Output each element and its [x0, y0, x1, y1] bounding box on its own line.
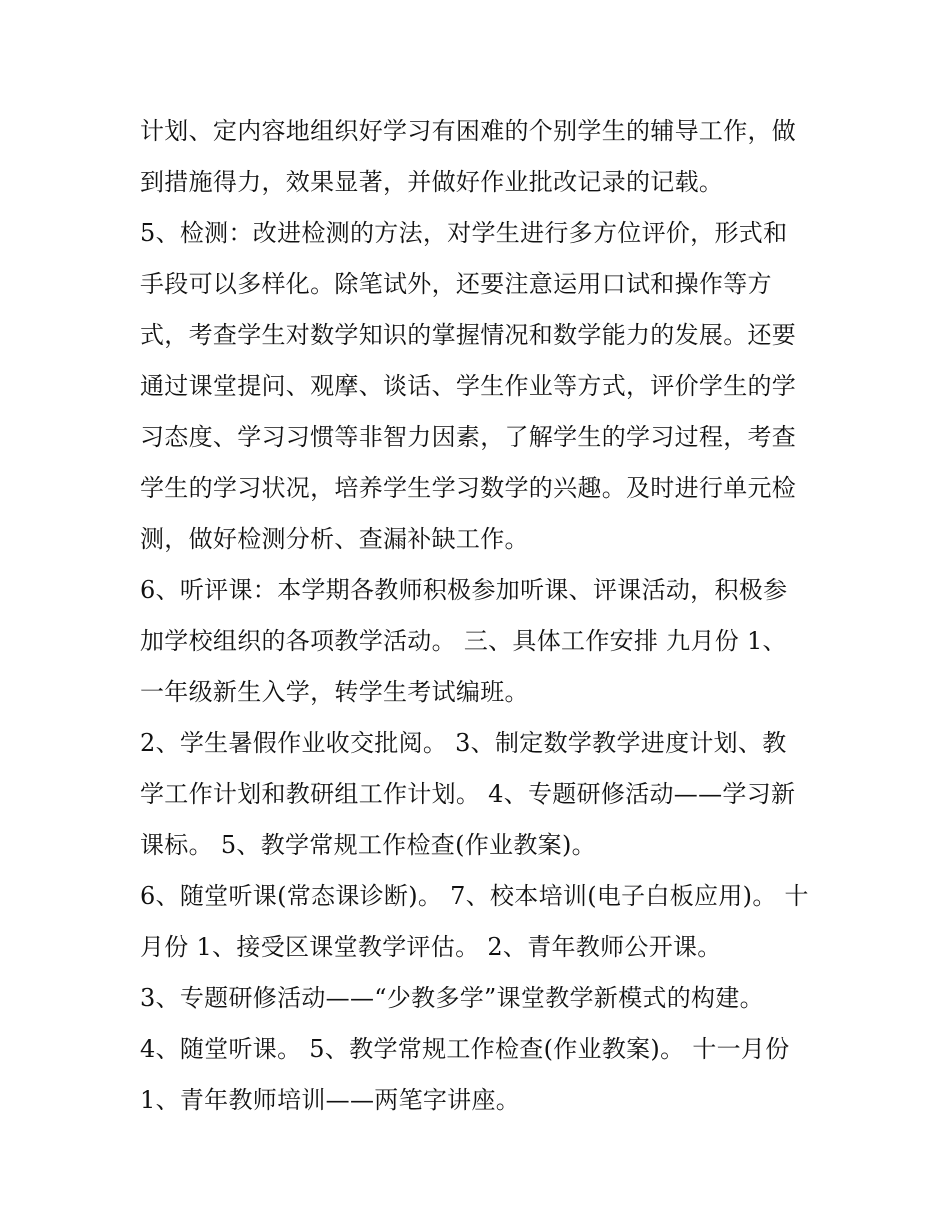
document-body	[140, 106, 820, 1126]
text-line: 通过课堂提问、观摩、谈话、学生作业等方式，评价学生的学	[140, 372, 797, 400]
text-line: 2、学生暑假作业收交批阅。 3、制定数学教学进度计划、教	[140, 729, 787, 757]
text-line: 一年级新生入学，转学生考试编班。	[140, 678, 529, 706]
text-line: 手段可以多样化。除笔试外，还要注意运用口试和操作等方	[140, 270, 772, 298]
text-line: 6、听评课：本学期各教师积极参加听课、评课活动，积极参	[140, 576, 788, 604]
text-line: 式，考查学生对数学知识的掌握情况和数学能力的发展。还要	[140, 321, 797, 349]
text-line: 3、专题研修活动——“少教多学”课堂教学新模式的构建。	[140, 984, 764, 1012]
text-line: 1、青年教师培训——两笔字讲座。	[140, 1086, 521, 1114]
text-line: 月份 1、接受区课堂教学评估。 2、青年教师公开课。	[140, 933, 722, 961]
text-line: 学工作计划和教研组工作计划。 4、专题研修活动——学习新	[140, 780, 796, 808]
text-line: 4、随堂听课。 5、教学常规工作检查(作业教案)。 十一月份	[140, 1035, 790, 1063]
text-line: 到措施得力，效果显著，并做好作业批改记录的记载。	[140, 168, 724, 196]
text-line: 计划、定内容地组织好学习有困难的个别学生的辅导工作，做	[140, 117, 797, 145]
text-line: 学生的学习状况，培养学生学习数学的兴趣。及时进行单元检	[140, 474, 797, 502]
text-line: 6、随堂听课(常态课诊断)。 7、校本培训(电子白板应用)。 十	[140, 882, 809, 910]
text-line: 5、检测：改进检测的方法，对学生进行多方位评价，形式和	[140, 219, 788, 247]
text-line: 加学校组织的各项教学活动。 三、具体工作安排 九月份 1、	[140, 627, 787, 655]
text-line: 测，做好检测分析、查漏补缺工作。	[140, 525, 529, 553]
text-line: 习态度、学习习惯等非智力因素，了解学生的学习过程，考查	[140, 423, 797, 451]
text-line: 课标。 5、教学常规工作检查(作业教案)。	[140, 831, 596, 859]
